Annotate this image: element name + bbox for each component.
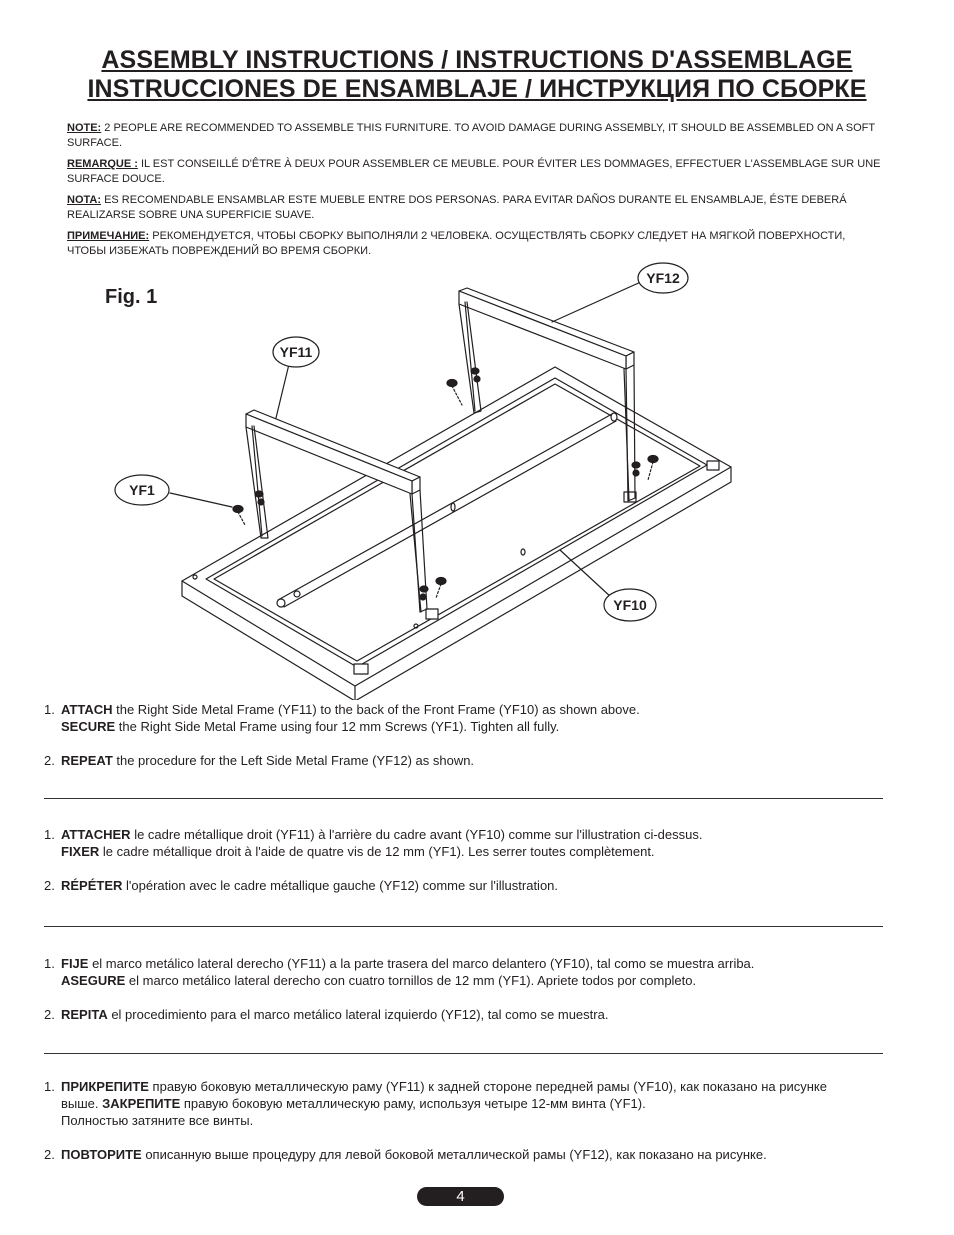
- page-number: 4: [417, 1187, 504, 1206]
- callout-yf12: [638, 263, 688, 293]
- note-text: ES RECOMENDABLE ENSAMBLAR ESTE MUEBLE ENTRE DOS PERSONAS. PARA EVITAR DAÑOS DURANTE EL ENSAMBLAJE, ÉSTE DEBERÁ REALIZARSE SOBRE UNA SUPERFICIE SUAVE.: [67, 194, 847, 221]
- notes-block: [67, 121, 882, 265]
- note-label: REMARQUE :: [67, 158, 138, 170]
- step-2: [44, 1006, 884, 1023]
- step-verb: FIXER: [61, 844, 100, 859]
- step-verb: REPEAT: [61, 753, 113, 768]
- step-text: the Right Side Metal Frame (YF11) to the back of the Front Frame (YF10) as shown above.: [112, 702, 640, 717]
- assembly-diagram: [0, 250, 954, 700]
- step-2: [44, 752, 884, 769]
- step-1: [44, 826, 884, 860]
- note-label: NOTA:: [67, 194, 102, 206]
- step-text: el procedimiento para el marco metálico lateral izquierdo (YF12), tal como se muestra.: [107, 1007, 609, 1022]
- figure-label: Fig. 1: [105, 286, 158, 308]
- step-number: 1.: [44, 827, 55, 842]
- step-text: le cadre métallique droit à l'aide de quatre vis de 12 mm (YF1). Les serrer toutes complètement.: [99, 844, 655, 859]
- step-verb: FIJE: [61, 956, 89, 971]
- step-verb: ПРИКРЕПИТЕ: [61, 1079, 149, 1094]
- step-verb: ATTACHER: [61, 827, 131, 842]
- step-verb: RÉPÉTER: [61, 878, 123, 893]
- callout-label: YF1: [129, 482, 155, 498]
- instructions-fr: [44, 826, 884, 911]
- page-title: [0, 46, 954, 104]
- instructions-ru: [44, 1078, 844, 1180]
- step-verb: REPITA: [61, 1007, 108, 1022]
- step-1: [44, 1078, 844, 1129]
- step-text: the procedure for the Left Side Metal Frame (YF12) as shown.: [112, 753, 475, 768]
- step-verb: ATTACH: [61, 702, 113, 717]
- note-es: [67, 193, 882, 223]
- callout-yf1: [115, 475, 169, 505]
- note-en: [67, 121, 882, 151]
- callout-label: YF11: [279, 344, 313, 360]
- note-text: 2 PEOPLE ARE RECOMMENDED TO ASSEMBLE THIS FURNITURE. TO AVOID DAMAGE DURING ASSEMBLY, IT SHOULD BE ASSEMBLED ON A SOFT SURFACE.: [67, 122, 875, 149]
- step-text: l'opération avec le cadre métallique gauche (YF12) comme sur l'illustration.: [122, 878, 559, 893]
- callout-yf10: [604, 589, 656, 621]
- divider: [44, 1053, 883, 1054]
- instructions-es: [44, 955, 884, 1040]
- step-2: [44, 1146, 844, 1163]
- step-1: [44, 955, 884, 989]
- divider: [44, 798, 883, 799]
- note-label: NOTE:: [67, 122, 102, 134]
- step-number: 1.: [44, 702, 55, 717]
- step-2: [44, 877, 884, 894]
- step-verb: SECURE: [61, 719, 116, 734]
- note-text: РЕКОМЕНДУЕТСЯ, ЧТОБЫ СБОРКУ ВЫПОЛНЯЛИ 2 ЧЕЛОВЕКА. ОСУЩЕСТВЛЯТЬ СБОРКУ СЛЕДУЕТ НА МЯГКОЙ ПОВЕРХНОСТИ, ЧТОБЫ ИЗБЕЖАТЬ ПОВРЕЖДЕНИЙ ВО ВРЕМЯ СБОРКИ.: [67, 230, 846, 257]
- step-text: el marco metálico lateral derecho con cuatro tornillos de 12 mm (YF1). Apriete todos por completo.: [125, 973, 697, 988]
- step-text: правую боковую металлическую раму, используя четыре 12-мм винта (YF1).: [180, 1096, 646, 1111]
- step-text: the Right Side Metal Frame using four 12 mm Screws (YF1). Tighten all fully.: [115, 719, 560, 734]
- step-number: 2.: [44, 1007, 55, 1022]
- step-number: 2.: [44, 753, 55, 768]
- screw-icon: [233, 506, 245, 526]
- divider: [44, 926, 883, 927]
- callout-label: YF12: [646, 270, 680, 286]
- step-number: 1.: [44, 1079, 55, 1094]
- callout-label: YF10: [613, 597, 647, 613]
- step-verb: ЗАКРЕПИТЕ: [102, 1096, 181, 1111]
- step-text: Полностью затяните все винты.: [61, 1113, 254, 1128]
- note-label: ПРИМЕЧАНИЕ:: [67, 230, 150, 242]
- note-text: IL EST CONSEILLÉ D'ÊTRE À DEUX POUR ASSEMBLER CE MEUBLE. POUR ÉVITER LES DOMMAGES, EFFECTUER L'ASSEMBLAGE SUR UNE SURFACE DOUCE.: [67, 158, 881, 185]
- step-number: 1.: [44, 956, 55, 971]
- step-text: правую боковую металлическую раму (YF11) к задней стороне передней рамы (YF10), как показано на рисунке выше.: [61, 1079, 827, 1111]
- instructions-en: [44, 701, 884, 786]
- step-number: 2.: [44, 1147, 55, 1162]
- step-number: 2.: [44, 878, 55, 893]
- screw-icon: [447, 380, 462, 406]
- step-verb: ПОВТОРИТЕ: [61, 1147, 142, 1162]
- step-text: el marco metálico lateral derecho (YF11) a la parte trasera del marco delantero (YF10), tal como se muestra arriba.: [88, 956, 755, 971]
- note-fr: [67, 157, 882, 187]
- step-1: [44, 701, 884, 735]
- callout-yf11: [273, 337, 319, 367]
- title-line-1: ASSEMBLY INSTRUCTIONS / INSTRUCTIONS D'ASSEMBLAGE: [101, 46, 853, 74]
- title-line-2: INSTRUCCIONES DE ENSAMBLAJE / ИНСТРУКЦИЯ ПО СБОРКЕ: [87, 75, 867, 103]
- step-text: описанную выше процедуру для левой боковой металлической рамы (YF12), как показано на рисунке.: [141, 1147, 767, 1162]
- step-verb: ASEGURE: [61, 973, 126, 988]
- step-text: le cadre métallique droit (YF11) à l'arrière du cadre avant (YF10) comme sur l'illustration ci-dessus.: [130, 827, 703, 842]
